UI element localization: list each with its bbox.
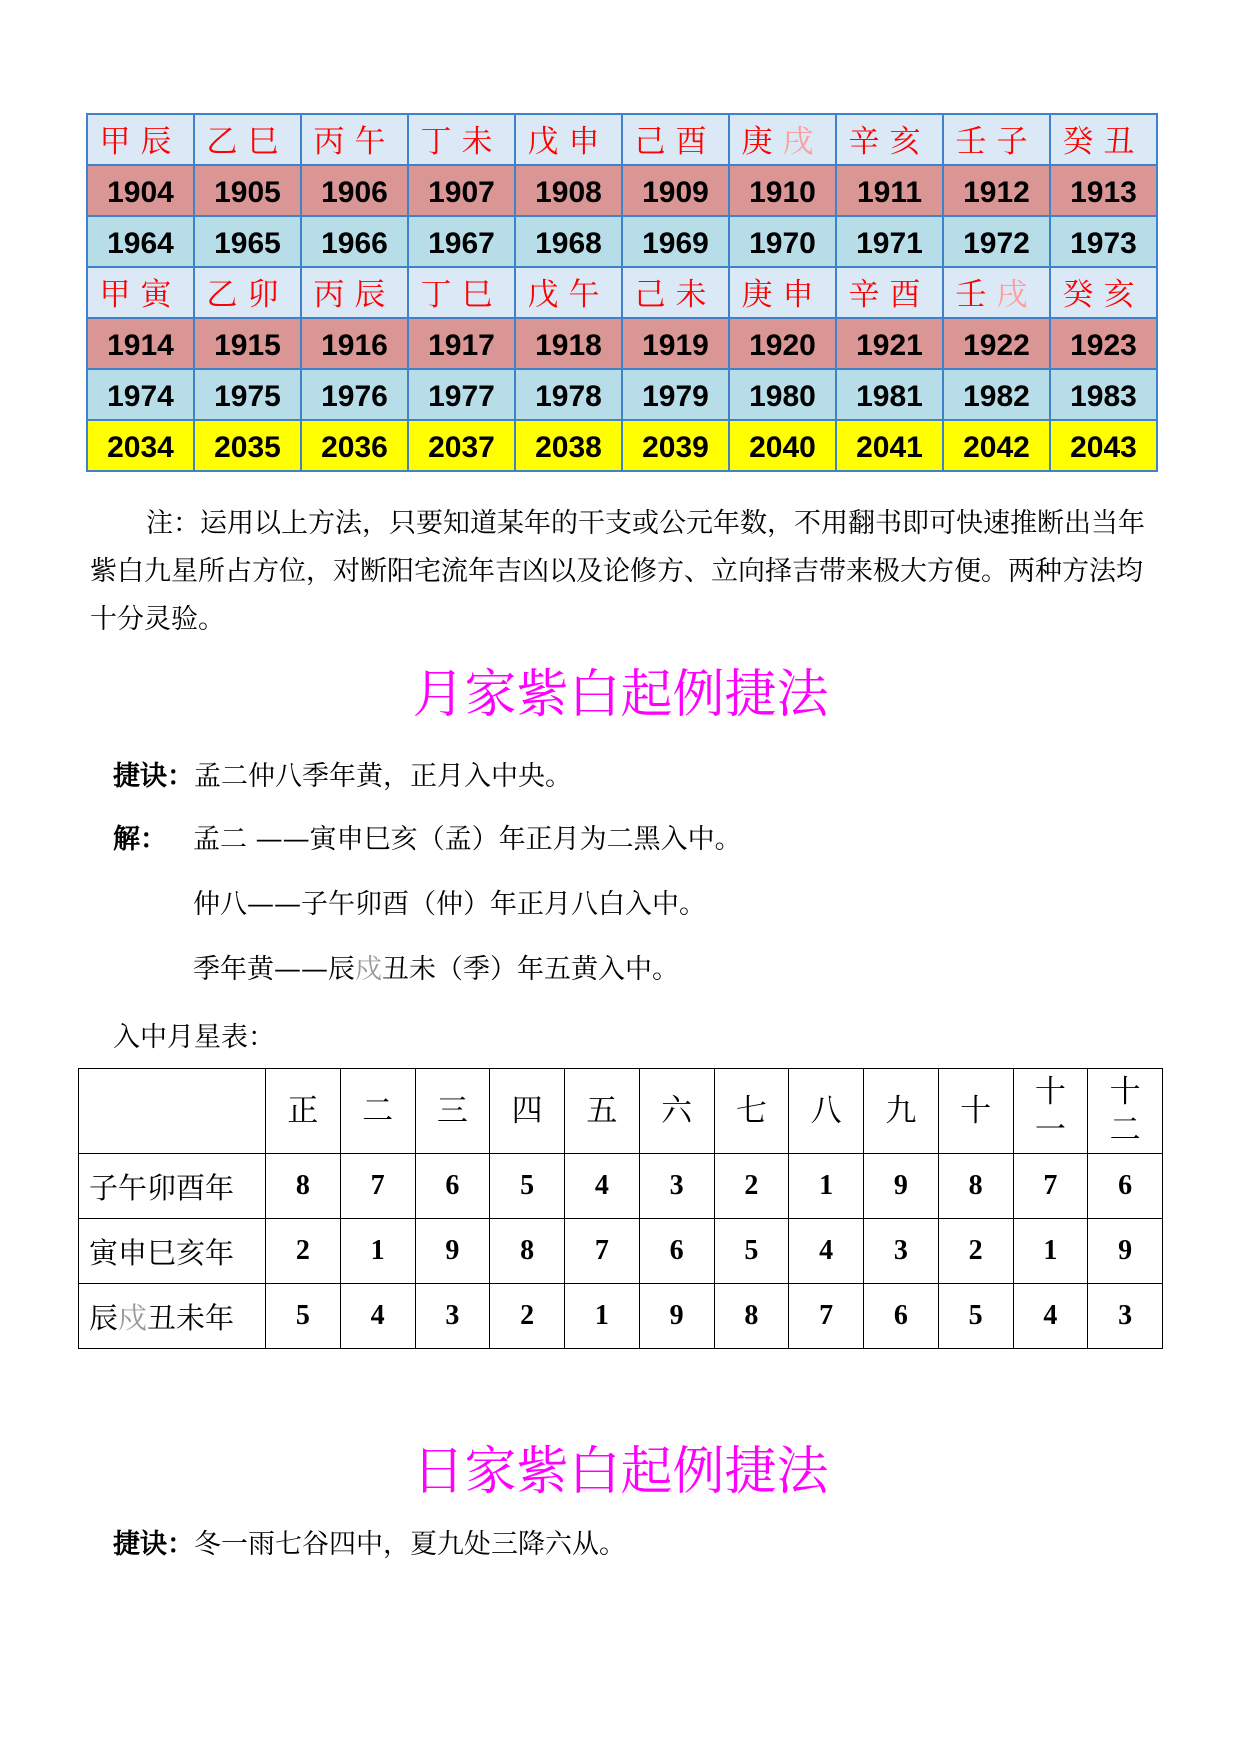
year-cell: 1907 xyxy=(408,165,515,216)
explain-text-1: 孟二 ——寅申巳亥（孟）年正月为二黑入中。 xyxy=(193,824,742,855)
year-cell: 2038 xyxy=(515,420,622,471)
day-formula xyxy=(113,1525,626,1565)
month-header xyxy=(714,1069,789,1154)
star-number-cell: 6 xyxy=(415,1154,490,1219)
star-number-cell: 9 xyxy=(864,1154,939,1219)
star-number-cell: 7 xyxy=(789,1284,864,1349)
month-header xyxy=(340,1069,415,1154)
year-cell: 1964 xyxy=(87,216,194,267)
star-number-cell: 5 xyxy=(266,1284,341,1349)
star-number-cell: 8 xyxy=(938,1154,1013,1219)
ganzhi-cell: 壬子 xyxy=(943,114,1050,165)
ganzhi-cell: 庚戌 xyxy=(729,114,836,165)
ganzhi-cell: 庚申 xyxy=(729,267,836,318)
star-number-cell: 2 xyxy=(938,1219,1013,1284)
formula-text: 孟二仲八季年黄，正月入中央。 xyxy=(194,761,572,792)
star-number-cell: 4 xyxy=(789,1219,864,1284)
star-number-cell: 1 xyxy=(340,1219,415,1284)
month-header-label: 正 xyxy=(287,1093,319,1129)
star-number-cell: 1 xyxy=(1013,1219,1088,1284)
year-cell: 1982 xyxy=(943,369,1050,420)
formula-label: 捷诀： xyxy=(113,761,194,792)
month-header-label: 十二 xyxy=(1109,1074,1141,1148)
month-header-label: 十 xyxy=(960,1093,992,1129)
year-cell: 1922 xyxy=(943,318,1050,369)
month-header xyxy=(1013,1069,1088,1154)
month-header xyxy=(789,1069,864,1154)
ganzhi-cell: 己未 xyxy=(622,267,729,318)
month-header-label: 八 xyxy=(810,1093,842,1129)
year-cell: 2041 xyxy=(836,420,943,471)
year-cell: 2034 xyxy=(87,420,194,471)
year-cell: 1968 xyxy=(515,216,622,267)
ganzhi-cell: 乙卯 xyxy=(194,267,301,318)
year-cell: 1981 xyxy=(836,369,943,420)
year-cell: 1970 xyxy=(729,216,836,267)
year-group-label-part: 戍 xyxy=(118,1300,148,1335)
year-cell: 2040 xyxy=(729,420,836,471)
month-header-label: 六 xyxy=(661,1093,693,1129)
year-cell: 1979 xyxy=(622,369,729,420)
year-cell: 1920 xyxy=(729,318,836,369)
month-header-label: 九 xyxy=(885,1093,917,1129)
ganzhi-cell: 癸丑 xyxy=(1050,114,1157,165)
year-cell: 1969 xyxy=(622,216,729,267)
year-group-label: 子午卯酉年 xyxy=(79,1154,266,1219)
day-formula-label: 捷诀： xyxy=(113,1529,194,1560)
ganzhi-cell: 丁未 xyxy=(408,114,515,165)
year-row xyxy=(87,420,1157,471)
star-number-cell: 5 xyxy=(938,1284,1013,1349)
stem-branch-year-table xyxy=(86,113,1158,472)
year-cell: 1909 xyxy=(622,165,729,216)
year-cell: 1972 xyxy=(943,216,1050,267)
month-header-label: 二 xyxy=(362,1093,394,1129)
ganzhi-row xyxy=(87,267,1157,318)
explanation-line-1 xyxy=(113,820,742,860)
year-cell: 1919 xyxy=(622,318,729,369)
star-number-cell: 9 xyxy=(1088,1219,1163,1284)
ganzhi-cell: 乙巳 xyxy=(194,114,301,165)
year-cell: 1971 xyxy=(836,216,943,267)
year-cell: 1980 xyxy=(729,369,836,420)
ganzhi-cell: 甲寅 xyxy=(87,267,194,318)
month-header-label: 四 xyxy=(511,1093,543,1129)
star-number-cell: 3 xyxy=(1088,1284,1163,1349)
ganzhi-cell: 丙午 xyxy=(301,114,408,165)
star-number-cell: 2 xyxy=(490,1284,565,1349)
ganzhi-cell: 戊午 xyxy=(515,267,622,318)
corner-header xyxy=(79,1069,266,1154)
year-cell: 1917 xyxy=(408,318,515,369)
ganzhi-cell: 戊申 xyxy=(515,114,622,165)
year-cell: 1976 xyxy=(301,369,408,420)
day-formula-text: 冬一雨七谷四中，夏九处三降六从。 xyxy=(194,1529,626,1560)
star-number-cell: 9 xyxy=(639,1284,714,1349)
month-star-table xyxy=(78,1068,1163,1349)
star-number-cell: 6 xyxy=(1088,1154,1163,1219)
year-cell: 1973 xyxy=(1050,216,1157,267)
year-cell: 1965 xyxy=(194,216,301,267)
year-cell: 1908 xyxy=(515,165,622,216)
month-section-heading: 月家紫白起例捷法 xyxy=(412,665,829,725)
month-header-label: 十一 xyxy=(1034,1074,1066,1148)
year-cell: 1983 xyxy=(1050,369,1157,420)
star-number-cell: 3 xyxy=(864,1219,939,1284)
month-header xyxy=(639,1069,714,1154)
year-cell: 1912 xyxy=(943,165,1050,216)
ganzhi-cell: 己酉 xyxy=(622,114,729,165)
year-group-label xyxy=(79,1284,266,1349)
year-cell: 2043 xyxy=(1050,420,1157,471)
star-number-cell: 7 xyxy=(1013,1154,1088,1219)
month-header xyxy=(565,1069,640,1154)
ganzhi-cell: 丙辰 xyxy=(301,267,408,318)
year-group-label-part: 辰 xyxy=(89,1300,119,1335)
year-row xyxy=(87,369,1157,420)
month-formula xyxy=(113,757,572,797)
year-row xyxy=(87,318,1157,369)
explain-3-faded-char: 戍 xyxy=(355,954,382,985)
star-number-cell: 7 xyxy=(340,1154,415,1219)
month-header xyxy=(266,1069,341,1154)
year-cell: 1966 xyxy=(301,216,408,267)
star-number-cell: 9 xyxy=(415,1219,490,1284)
star-number-cell: 5 xyxy=(714,1219,789,1284)
year-cell: 2036 xyxy=(301,420,408,471)
month-star-table-caption: 入中月星表： xyxy=(113,1022,275,1053)
year-cell: 1906 xyxy=(301,165,408,216)
explain-label: 解： xyxy=(113,824,167,855)
star-number-cell: 1 xyxy=(789,1154,864,1219)
year-cell: 2035 xyxy=(194,420,301,471)
month-header xyxy=(938,1069,1013,1154)
star-number-cell: 5 xyxy=(490,1154,565,1219)
star-number-cell: 4 xyxy=(565,1154,640,1219)
ganzhi-row xyxy=(87,114,1157,165)
star-number-cell: 4 xyxy=(1013,1284,1088,1349)
year-cell: 1913 xyxy=(1050,165,1157,216)
year-row xyxy=(87,216,1157,267)
year-cell: 1916 xyxy=(301,318,408,369)
explain-3-post: 丑未（季）年五黄入中。 xyxy=(382,954,679,985)
ganzhi-cell: 丁巳 xyxy=(408,267,515,318)
year-cell: 1978 xyxy=(515,369,622,420)
ganzhi-cell: 辛酉 xyxy=(836,267,943,318)
year-cell: 1974 xyxy=(87,369,194,420)
star-number-cell: 8 xyxy=(714,1284,789,1349)
month-star-row xyxy=(79,1219,1163,1284)
month-header xyxy=(415,1069,490,1154)
year-cell: 2037 xyxy=(408,420,515,471)
month-header-label: 五 xyxy=(586,1093,618,1129)
star-number-cell: 8 xyxy=(490,1219,565,1284)
year-cell: 2039 xyxy=(622,420,729,471)
year-group-label: 寅申巳亥年 xyxy=(79,1219,266,1284)
star-number-cell: 2 xyxy=(266,1219,341,1284)
month-header-label: 七 xyxy=(735,1093,767,1129)
year-cell: 1977 xyxy=(408,369,515,420)
star-number-cell: 8 xyxy=(266,1154,341,1219)
star-number-cell: 7 xyxy=(565,1219,640,1284)
star-number-cell: 3 xyxy=(415,1284,490,1349)
month-star-row xyxy=(79,1154,1163,1219)
star-number-cell: 6 xyxy=(864,1284,939,1349)
ganzhi-cell: 壬戌 xyxy=(943,267,1050,318)
year-cell: 1904 xyxy=(87,165,194,216)
year-cell: 1911 xyxy=(836,165,943,216)
year-cell: 1923 xyxy=(1050,318,1157,369)
year-group-label-part: 丑未年 xyxy=(147,1300,235,1335)
year-cell: 1967 xyxy=(408,216,515,267)
month-header-label: 三 xyxy=(436,1093,468,1129)
month-header xyxy=(490,1069,565,1154)
year-cell: 1921 xyxy=(836,318,943,369)
year-cell: 1918 xyxy=(515,318,622,369)
star-number-cell: 3 xyxy=(639,1154,714,1219)
year-cell: 1910 xyxy=(729,165,836,216)
day-section-heading: 日家紫白起例捷法 xyxy=(412,1442,829,1502)
year-cell: 1914 xyxy=(87,318,194,369)
year-cell: 1975 xyxy=(194,369,301,420)
explanation-line-2: 仲八——子午卯酉（仲）年正月八白入中。 xyxy=(193,889,706,920)
year-cell: 1905 xyxy=(194,165,301,216)
year-cell: 2042 xyxy=(943,420,1050,471)
star-number-cell: 6 xyxy=(639,1219,714,1284)
month-header xyxy=(864,1069,939,1154)
ganzhi-cell: 癸亥 xyxy=(1050,267,1157,318)
ganzhi-cell: 甲辰 xyxy=(87,114,194,165)
note-paragraph: 注：运用以上方法，只要知道某年的干支或公元年数，不用翻书即可快速推断出当年紫白九星所占方位，对断阳宅流年吉凶以及论修方、立向择吉带来极大方便。两种方法均十分灵验。 xyxy=(90,508,1145,635)
month-star-row xyxy=(79,1284,1163,1349)
explain-3-pre: 季年黄——辰 xyxy=(193,954,355,985)
ganzhi-cell: 辛亥 xyxy=(836,114,943,165)
star-number-cell: 4 xyxy=(340,1284,415,1349)
month-header xyxy=(1088,1069,1163,1154)
star-number-cell: 2 xyxy=(714,1154,789,1219)
star-number-cell: 1 xyxy=(565,1284,640,1349)
explanation-line-3 xyxy=(193,950,679,990)
year-row xyxy=(87,165,1157,216)
year-cell: 1915 xyxy=(194,318,301,369)
